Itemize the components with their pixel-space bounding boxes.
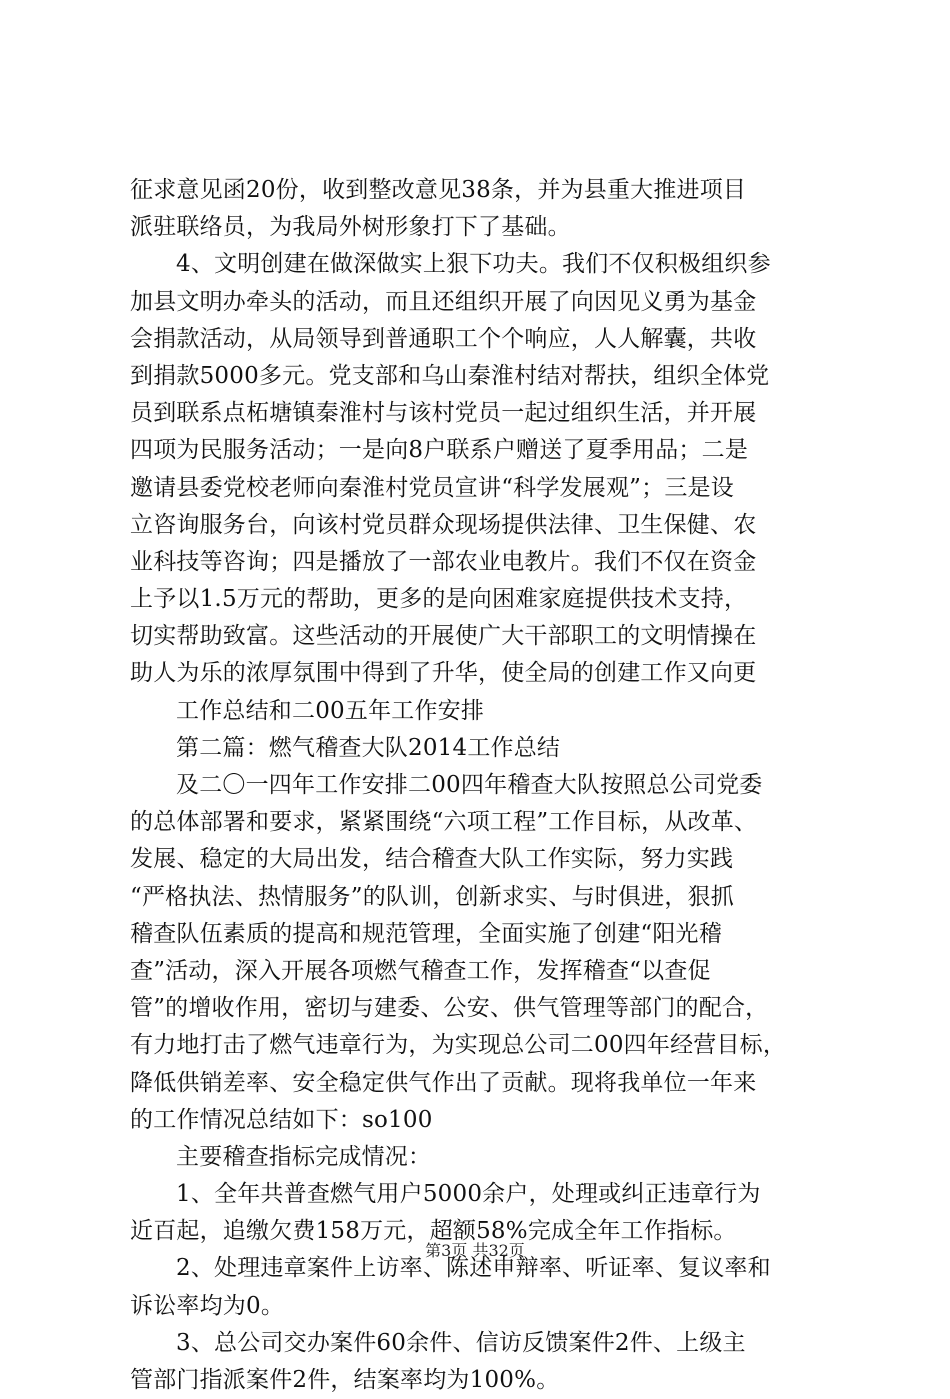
text-line: 工作总结和二00五年工作安排 <box>176 697 485 724</box>
text-line: 派驻联络员，为我局外树形象打下了基础。 <box>130 214 571 241</box>
text-line: 加县文明办牵头的活动，而且还组织开展了向因见义勇为基金 <box>130 288 757 315</box>
text-line: “严格执法、热情服务”的队训，创新求实、与时俱进，狠抓 <box>130 883 734 910</box>
text-line: 3、总公司交办案件60余件、信访反馈案件2件、上级主 <box>176 1329 746 1356</box>
text-line: 4、文明创建在做深做实上狠下功夫。我们不仅积极组织参 <box>176 251 771 278</box>
text-line: 第二篇：燃气稽查大队2014工作总结 <box>176 734 561 761</box>
text-line: 管”的增收作用，密切与建委、公安、供气管理等部门的配合， <box>130 995 769 1022</box>
text-line: 诉讼率均为0。 <box>130 1292 285 1319</box>
text-line: 四项为民服务活动；一是向8户联系户赠送了夏季用品；二是 <box>130 437 749 464</box>
text-line: 及二〇一四年工作安排二00四年稽查大队按照总公司党委 <box>176 772 763 798</box>
text-line: 切实帮助致富。这些活动的开展使广大干部职工的文明情操在 <box>130 623 757 650</box>
text-line: 稽查队伍素质的提高和规范管理，全面实施了创建“阳光稽 <box>130 920 722 947</box>
text-line: 的总体部署和要求，紧紧围绕“六项工程”工作目标，从改革、 <box>130 809 758 836</box>
text-line: 1、全年共普查燃气用户5000余户，处理或纠正违章行为 <box>176 1181 761 1208</box>
text-line: 的工作情况总结如下：so100 <box>130 1106 433 1133</box>
text-line: 邀请县委党校老师向秦淮村党员宣讲“科学发展观”；三是设 <box>130 474 734 501</box>
page-footer: 第3页 共32页 <box>425 1241 525 1260</box>
text-line: 近百起，追缴欠费158万元，超额58%完成全年工作指标。 <box>130 1218 737 1245</box>
text-line: 发展、稳定的大局出发，结合稽查大队工作实际，努力实践 <box>130 846 734 873</box>
text-line: 2、处理违章案件上访率、陈述申辩率、听证率、复议率和 <box>176 1255 771 1282</box>
text-line: 降低供销差率、安全稳定供气作出了贡献。现将我单位一年来 <box>130 1069 757 1096</box>
text-line: 员到联系点柘塘镇秦淮村与该村党员一起过组织生活，并开展 <box>130 400 757 427</box>
text-line: 到捐款5000多元。党支部和乌山秦淮村结对帮扶，组织全体党 <box>130 362 770 389</box>
text-line: 有力地打击了燃气违章行为，为实现总公司二00四年经营目标， <box>130 1032 787 1059</box>
text-line: 业科技等咨询；四是播放了一部农业电教片。我们不仅在资金 <box>130 548 757 575</box>
text-line: 征求意见函20份，收到整改意见38条，并为县重大推进项目 <box>130 177 747 203</box>
text-line: 管部门指派案件2件，结案率均为100%。 <box>130 1367 560 1393</box>
text-line: 主要稽查指标完成情况： <box>176 1143 432 1170</box>
text-line: 查”活动，深入开展各项燃气稽查工作，发挥稽查“以查促 <box>130 957 711 984</box>
document-body <box>130 172 830 1399</box>
text-line: 上予以1.5万元的帮助，更多的是向困难家庭提供技术支持， <box>130 586 748 613</box>
text-line: 会捐款活动，从局领导到普通职工个个响应，人人解囊，共收 <box>130 325 757 352</box>
text-line: 助人为乐的浓厚氛围中得到了升华，使全局的创建工作又向更 <box>130 660 757 687</box>
text-line: 立咨询服务台，向该村党员群众现场提供法律、卫生保健、农 <box>130 511 757 538</box>
